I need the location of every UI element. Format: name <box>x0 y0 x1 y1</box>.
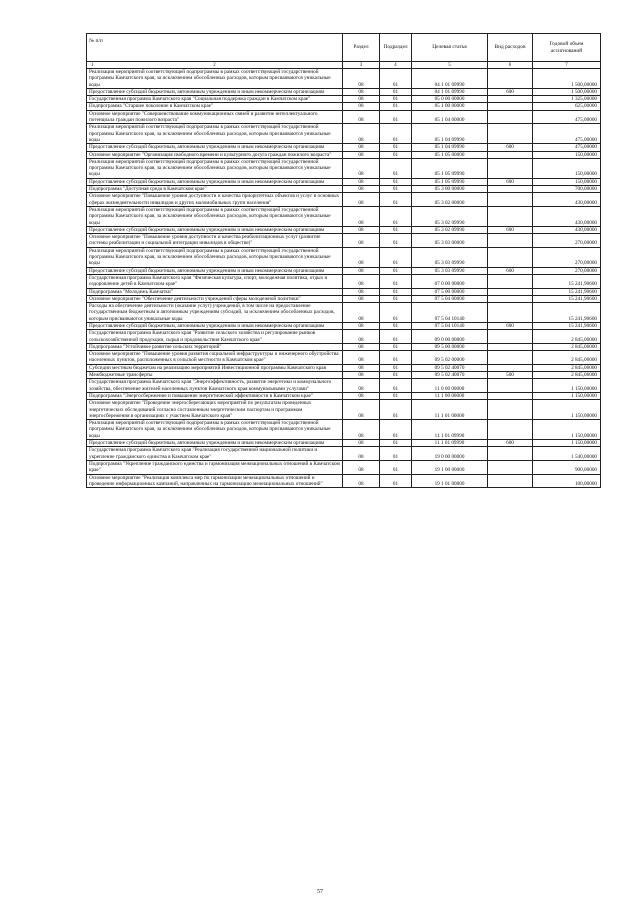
table-row <box>87 474 601 488</box>
table-row <box>87 206 601 226</box>
row-sum-cell: 270,00000 <box>533 247 601 267</box>
row-podrazdel-cell: 01 <box>380 460 412 474</box>
table-row <box>87 96 601 103</box>
row-name-cell: Подпрограмма "Старшее поколение в Камчатском крае" <box>87 103 343 110</box>
row-csr-cell: 07 5 04 00000 <box>412 295 488 302</box>
row-csr-cell: 11 1 00 00000 <box>412 392 488 399</box>
row-name-cell: Предоставление субсидий бюджетным, автономным учреждениям и иным некоммерческим организациям <box>87 322 343 329</box>
row-razdel-cell: 08 <box>343 474 380 488</box>
row-name-cell: Предоставление субсидий бюджетным, автономным учреждениям и иным некоммерческим организациям <box>87 144 343 151</box>
row-vr-cell <box>488 364 533 371</box>
row-vr-cell <box>488 151 533 158</box>
row-podrazdel-cell: 01 <box>380 295 412 302</box>
row-vr-cell <box>488 460 533 474</box>
row-sum-cell: 2 845,06000 <box>533 343 601 350</box>
row-csr-cell: 09 5 02 40070 <box>412 372 488 379</box>
row-name-cell: Предоставление субсидий бюджетным, автономным учреждениям и иным некоммерческим организациям <box>87 226 343 233</box>
row-sum-cell: 15 241,90600 <box>533 303 601 323</box>
table-row <box>87 372 601 379</box>
budget-table <box>86 33 601 488</box>
row-razdel-cell: 08 <box>343 392 380 399</box>
row-name-cell: Государственная программа Камчатского края "Физическая культура, спорт, молодежная политика, отдых и оздоровление детей в Камчатском крае" <box>87 274 343 288</box>
row-podrazdel-cell: 01 <box>380 474 412 488</box>
row-name-cell: Основное мероприятие "Совершенствование коммуникационных связей и развитие интеллектуального потенциала граждан пожилого возраста" <box>87 110 343 124</box>
row-podrazdel-cell: 01 <box>380 151 412 158</box>
row-podrazdel-cell: 01 <box>380 379 412 393</box>
row-csr-cell: 05 1 04 09990 <box>412 144 488 151</box>
row-name-cell: Реализация мероприятий соответствующей подпрограммы в рамках соответствующей государственной программы Камчатского края, за исключением обособленных расходов, которым присваиваются уникальные коды <box>87 158 343 178</box>
row-csr-cell: 09 0 00 00000 <box>412 330 488 344</box>
col-number-7: 7 <box>533 62 601 69</box>
row-sum-cell: 100,00000 <box>533 474 601 488</box>
row-razdel-cell: 08 <box>343 178 380 185</box>
row-csr-cell: 09 5 02 00000 <box>412 351 488 365</box>
row-sum-cell: 1 150,00000 <box>533 400 601 420</box>
table-row <box>87 379 601 393</box>
row-name-cell: Подпрограмма "Молодежь Камчатки" <box>87 288 343 295</box>
col-number-1: 1 <box>91 62 94 68</box>
row-csr-cell: 09 5 00 00000 <box>412 343 488 350</box>
row-vr-cell <box>488 295 533 302</box>
table-row <box>87 151 601 158</box>
row-razdel-cell: 08 <box>343 400 380 420</box>
row-vr-cell <box>488 158 533 178</box>
table-row <box>87 440 601 447</box>
row-podrazdel-cell: 01 <box>380 274 412 288</box>
row-name-cell: Предоставление субсидий бюджетным, автономным учреждениям и иным некоммерческим организациям <box>87 178 343 185</box>
col-number-1-2 <box>87 62 343 69</box>
row-csr-cell: 07 5 00 00000 <box>412 288 488 295</box>
row-sum-cell: 150,00000 <box>533 178 601 185</box>
row-name-cell: Государственная программа Камчатского края "Развитие сельского хозяйства и регулирование рынков сельскохозяйственной продукции, сырья и продовольствия Камчатского края" <box>87 330 343 344</box>
row-podrazdel-cell: 01 <box>380 400 412 420</box>
row-vr-cell <box>488 234 533 248</box>
row-vr-cell <box>488 474 533 488</box>
row-razdel-cell: 08 <box>343 420 380 440</box>
table-row <box>87 247 601 267</box>
row-sum-cell: 475,00000 <box>533 124 601 144</box>
row-sum-cell: 15 241,90600 <box>533 322 601 329</box>
row-csr-cell: 05 1 04 00000 <box>412 110 488 124</box>
row-name-cell: Государственная программа Камчатского края "Социальная поддержка граждан в Камчатском крае" <box>87 96 343 103</box>
row-vr-cell: 600 <box>488 178 533 185</box>
row-csr-cell: 04 1 01 09990 <box>412 69 488 89</box>
table-row <box>87 322 601 329</box>
row-csr-cell: 11 1 01 00000 <box>412 400 488 420</box>
table-row <box>87 330 601 344</box>
row-name-cell: Основное мероприятие "Обеспечение деятельности учреждений сферы молодежной политики" <box>87 295 343 302</box>
row-razdel-cell: 08 <box>343 274 380 288</box>
row-csr-cell: 11 0 00 00000 <box>412 379 488 393</box>
row-sum-cell: 2 845,06000 <box>533 364 601 371</box>
table-row <box>87 420 601 440</box>
row-sum-cell: 15 241,90600 <box>533 288 601 295</box>
row-vr-cell: 600 <box>488 322 533 329</box>
col-number-2: 2 <box>213 62 216 68</box>
row-podrazdel-cell: 01 <box>380 364 412 371</box>
row-razdel-cell: 08 <box>343 193 380 207</box>
row-podrazdel-cell: 01 <box>380 193 412 207</box>
row-vr-cell <box>488 330 533 344</box>
row-razdel-cell: 08 <box>343 379 380 393</box>
row-csr-cell: 07 5 04 10140 <box>412 303 488 323</box>
row-podrazdel-cell: 01 <box>380 88 412 95</box>
row-sum-cell: 1 150,00000 <box>533 379 601 393</box>
row-razdel-cell: 08 <box>343 151 380 158</box>
row-name-cell: Государственная программа Камчатского края "Реализация государственной национальной политики и укрепление гражданского единства в Камчатском крае" <box>87 447 343 461</box>
row-vr-cell <box>488 206 533 226</box>
row-vr-cell: 600 <box>488 144 533 151</box>
table-row <box>87 158 601 178</box>
row-razdel-cell: 08 <box>343 186 380 193</box>
table-body <box>87 69 601 488</box>
table-row <box>87 103 601 110</box>
row-vr-cell <box>488 193 533 207</box>
col-number-6: 6 <box>488 62 533 69</box>
row-csr-cell: 19 1 00 00000 <box>412 460 488 474</box>
table-row <box>87 234 601 248</box>
row-csr-cell: 05 3 02 00000 <box>412 193 488 207</box>
row-sum-cell: 270,00000 <box>533 267 601 274</box>
row-name-cell: Подпрограмма "Устойчивое развитие сельских территорий" <box>87 343 343 350</box>
row-vr-cell <box>488 447 533 461</box>
row-razdel-cell: 08 <box>343 364 380 371</box>
row-csr-cell: 05 3 00 00000 <box>412 186 488 193</box>
row-sum-cell: 150,00000 <box>533 151 601 158</box>
row-razdel-cell: 08 <box>343 158 380 178</box>
row-podrazdel-cell: 01 <box>380 158 412 178</box>
row-csr-cell: 07 5 04 10140 <box>412 322 488 329</box>
row-razdel-cell: 08 <box>343 322 380 329</box>
row-vr-cell <box>488 400 533 420</box>
row-podrazdel-cell: 01 <box>380 343 412 350</box>
row-name-cell: Государственная программа Камчатского края "Энергоэффективность, развитие энергетики и коммунального хозяйства, обеспечение жителей населенных пунктов Камчатского края коммунальными услугами" <box>87 379 343 393</box>
table-row <box>87 303 601 323</box>
row-sum-cell: 900,00000 <box>533 460 601 474</box>
row-podrazdel-cell: 01 <box>380 206 412 226</box>
row-vr-cell <box>488 379 533 393</box>
row-csr-cell: 05 3 02 09990 <box>412 206 488 226</box>
row-podrazdel-cell: 01 <box>380 330 412 344</box>
row-name-cell: Межбюджетные трансферты <box>87 372 343 379</box>
row-csr-cell: 05 3 03 09990 <box>412 267 488 274</box>
row-csr-cell: 05 3 02 09990 <box>412 226 488 233</box>
row-podrazdel-cell: 01 <box>380 351 412 365</box>
row-sum-cell: 15 241,90600 <box>533 295 601 302</box>
table-row <box>87 351 601 365</box>
row-sum-cell: 625,00000 <box>533 103 601 110</box>
row-csr-cell: 05 3 03 09990 <box>412 247 488 267</box>
row-vr-cell <box>488 303 533 323</box>
row-razdel-cell: 08 <box>343 295 380 302</box>
table-row <box>87 343 601 350</box>
col-number-3: 3 <box>343 62 380 69</box>
row-podrazdel-cell: 01 <box>380 124 412 144</box>
row-name-cell: Реализация мероприятий соответствующей подпрограммы в рамках соответствующей государственной программы Камчатского края, за исключением обособленных расходов, которым присваиваются уникальные коды <box>87 247 343 267</box>
row-sum-cell: 1 500,00000 <box>533 69 601 89</box>
row-podrazdel-cell: 01 <box>380 267 412 274</box>
row-razdel-cell: 08 <box>343 103 380 110</box>
row-csr-cell: 05 3 03 00000 <box>412 234 488 248</box>
col-header-vr: Вид расходов <box>488 34 533 62</box>
row-sum-cell: 1 500,00000 <box>533 88 601 95</box>
page-number: 57 <box>317 889 323 895</box>
row-csr-cell: 05 0 00 00000 <box>412 96 488 103</box>
row-vr-cell <box>488 351 533 365</box>
row-vr-cell <box>488 103 533 110</box>
row-vr-cell <box>488 274 533 288</box>
table-row <box>87 267 601 274</box>
row-podrazdel-cell: 01 <box>380 144 412 151</box>
table-row <box>87 274 601 288</box>
column-numbers-row <box>87 62 601 69</box>
col-header-razdel: Раздел <box>343 34 380 62</box>
table-row <box>87 88 601 95</box>
row-sum-cell: 2 845,06000 <box>533 351 601 365</box>
row-csr-cell: 05 1 00 00000 <box>412 103 488 110</box>
row-razdel-cell: 08 <box>343 69 380 89</box>
col-header-name <box>87 34 343 62</box>
table-row <box>87 144 601 151</box>
row-csr-cell: 11 1 01 09990 <box>412 420 488 440</box>
row-name-cell: Подпрограмма "Укрепление гражданского единства и гармонизация межнациональных отношений в Камчатском крае" <box>87 460 343 474</box>
row-name-cell: Реализация мероприятий соответствующей подпрограммы в рамках соответствующей государственной программы Камчатского края, за исключением обособленных расходов, которым присваиваются уникальные коды <box>87 420 343 440</box>
row-razdel-cell: 08 <box>343 234 380 248</box>
row-razdel-cell: 08 <box>343 460 380 474</box>
row-name-cell: Основное мероприятие "Повышение уровня доступности и качества реабилитационных услуг (развитие системы реабилитации и социальной интеграции инвалидов в обществе)" <box>87 234 343 248</box>
row-csr-cell: 09 5 02 40070 <box>412 364 488 371</box>
row-vr-cell: 500 <box>488 372 533 379</box>
row-razdel-cell: 08 <box>343 288 380 295</box>
row-razdel-cell: 08 <box>343 124 380 144</box>
row-name-cell: Основное мероприятие "Реализация комплекса мер по гармонизации межнациональных отношений и проведение информационных кампаний, направленных на гармонизацию межнациональных отношений" <box>87 474 343 488</box>
row-podrazdel-cell: 01 <box>380 69 412 89</box>
row-podrazdel-cell: 01 <box>380 234 412 248</box>
row-podrazdel-cell: 01 <box>380 440 412 447</box>
row-sum-cell: 150,00000 <box>533 158 601 178</box>
row-csr-cell: 19 0 00 00000 <box>412 447 488 461</box>
table-row <box>87 186 601 193</box>
row-podrazdel-cell: 01 <box>380 226 412 233</box>
row-vr-cell <box>488 186 533 193</box>
row-vr-cell <box>488 392 533 399</box>
row-podrazdel-cell: 01 <box>380 288 412 295</box>
row-razdel-cell: 08 <box>343 343 380 350</box>
row-name-cell: Реализация мероприятий соответствующей подпрограммы в рамках соответствующей государственной программы Камчатского края, за исключением обособленных расходов, которым присваиваются уникальные коды <box>87 124 343 144</box>
row-vr-cell: 600 <box>488 267 533 274</box>
row-name-cell: Предоставление субсидий бюджетным, автономным учреждениям и иным некоммерческим организациям <box>87 440 343 447</box>
row-podrazdel-cell: 01 <box>380 110 412 124</box>
row-vr-cell <box>488 124 533 144</box>
budget-table-sheet <box>86 33 600 488</box>
row-name-cell: Подпрограмма "Энергосбережение и повышение энергетической эффективности в Камчатском крае" <box>87 392 343 399</box>
table-header-row <box>87 34 601 62</box>
row-sum-cell: 1 540,00000 <box>533 447 601 461</box>
row-name-cell: Основное мероприятие "Проведение энергосберегающих мероприятий по результатам проведенных энергетических обследований согласно составленным энергетическим паспортам и программам энергосбережения в организациях с участием Камчатского края" <box>87 400 343 420</box>
col-header-num: № п/п <box>89 38 103 45</box>
row-vr-cell <box>488 69 533 89</box>
row-sum-cell: 270,00000 <box>533 234 601 248</box>
table-row <box>87 226 601 233</box>
row-name-cell: Реализация мероприятий соответствующей подпрограммы в рамках соответствующей государственной программы Камчатского края, за исключением обособленных расходов, которым присваиваются уникальные коды <box>87 206 343 226</box>
row-podrazdel-cell: 01 <box>380 303 412 323</box>
row-podrazdel-cell: 01 <box>380 392 412 399</box>
row-razdel-cell: 08 <box>343 440 380 447</box>
row-sum-cell: 475,00000 <box>533 144 601 151</box>
row-podrazdel-cell: 01 <box>380 247 412 267</box>
table-row <box>87 364 601 371</box>
row-sum-cell: 2 845,06000 <box>533 330 601 344</box>
row-csr-cell: 07 0 00 00000 <box>412 274 488 288</box>
row-name-cell: Основное мероприятие "Повышение уровня доступности и качества приоритетных объектов и услуг в основных сферах жизнедеятельности инвалидов и других маломобильных групп населения" <box>87 193 343 207</box>
col-number-4: 4 <box>380 62 412 69</box>
row-name-cell: Предоставление субсидий бюджетным, автономным учреждениям и иным некоммерческим организациям <box>87 267 343 274</box>
row-csr-cell: 19 1 01 00000 <box>412 474 488 488</box>
col-header-podrazdel: Подраздел <box>380 34 412 62</box>
row-podrazdel-cell: 01 <box>380 178 412 185</box>
row-sum-cell: 1 150,00000 <box>533 440 601 447</box>
row-name-cell: Подпрограмма "Доступная среда в Камчатском крае" <box>87 186 343 193</box>
row-vr-cell: 600 <box>488 88 533 95</box>
row-razdel-cell: 08 <box>343 96 380 103</box>
row-razdel-cell: 08 <box>343 447 380 461</box>
row-vr-cell <box>488 420 533 440</box>
table-row <box>87 447 601 461</box>
row-sum-cell: 700,00000 <box>533 186 601 193</box>
row-razdel-cell: 08 <box>343 226 380 233</box>
row-csr-cell: 11 1 01 09990 <box>412 440 488 447</box>
col-header-sum: Годовой объем ассигнований <box>533 34 601 62</box>
row-razdel-cell: 08 <box>343 372 380 379</box>
row-razdel-cell: 08 <box>343 303 380 323</box>
row-name-cell: Субсидии местным бюджетам на реализацию мероприятий Инвестиционной программы Камчатского края <box>87 364 343 371</box>
table-row <box>87 288 601 295</box>
row-razdel-cell: 08 <box>343 144 380 151</box>
row-name-cell: Предоставление субсидий бюджетным, автономным учреждениям и иным некоммерческим организациям <box>87 88 343 95</box>
table-row <box>87 178 601 185</box>
row-razdel-cell: 08 <box>343 267 380 274</box>
row-sum-cell: 2 845,06000 <box>533 372 601 379</box>
row-razdel-cell: 08 <box>343 206 380 226</box>
row-razdel-cell: 08 <box>343 88 380 95</box>
row-name-cell: Основное мероприятие "Повышение уровня развития социальной инфраструктуры и инженерного обустройства населенных пунктов, расположенных в сельской местности в Камчатском крае" <box>87 351 343 365</box>
row-podrazdel-cell: 01 <box>380 103 412 110</box>
row-podrazdel-cell: 01 <box>380 322 412 329</box>
row-razdel-cell: 08 <box>343 247 380 267</box>
row-csr-cell: 05 1 05 00000 <box>412 151 488 158</box>
row-razdel-cell: 08 <box>343 110 380 124</box>
row-podrazdel-cell: 01 <box>380 372 412 379</box>
row-name-cell: Основное мероприятие "Организация свободного времени и культурного досуга граждан пожилого возраста" <box>87 151 343 158</box>
row-vr-cell <box>488 110 533 124</box>
row-csr-cell: 05 1 05 09990 <box>412 158 488 178</box>
row-vr-cell <box>488 343 533 350</box>
row-sum-cell: 475,00000 <box>533 110 601 124</box>
row-name-cell: Расходы на обеспечение деятельности (оказание услуг) учреждений, в том числе на предоставление государственным бюджетным и автономным учреждениям субсидий, за исключением обособленных расходов, которым присваиваются уникальные коды <box>87 303 343 323</box>
row-vr-cell: 600 <box>488 226 533 233</box>
table-row <box>87 110 601 124</box>
row-podrazdel-cell: 01 <box>380 96 412 103</box>
row-csr-cell: 04 1 01 09990 <box>412 88 488 95</box>
row-sum-cell: 1 150,00000 <box>533 420 601 440</box>
table-row <box>87 193 601 207</box>
row-podrazdel-cell: 01 <box>380 186 412 193</box>
row-csr-cell: 05 1 04 09990 <box>412 124 488 144</box>
row-sum-cell: 430,00000 <box>533 226 601 233</box>
row-razdel-cell: 08 <box>343 330 380 344</box>
row-vr-cell: 600 <box>488 440 533 447</box>
table-row <box>87 460 601 474</box>
table-row <box>87 124 601 144</box>
row-name-cell: Реализация мероприятий соответствующей подпрограммы в рамках соответствующей государственной программы Камчатского края, за исключением обособленных расходов, которым присваиваются уникальные коды <box>87 69 343 89</box>
row-csr-cell: 05 1 05 09990 <box>412 178 488 185</box>
row-sum-cell: 15 241,90600 <box>533 274 601 288</box>
row-podrazdel-cell: 01 <box>380 447 412 461</box>
row-vr-cell <box>488 288 533 295</box>
row-podrazdel-cell: 01 <box>380 420 412 440</box>
row-sum-cell: 1 325,00000 <box>533 96 601 103</box>
col-header-csr: Целевая статья <box>412 34 488 62</box>
row-razdel-cell: 08 <box>343 351 380 365</box>
table-row <box>87 392 601 399</box>
row-vr-cell <box>488 247 533 267</box>
table-row <box>87 69 601 89</box>
col-number-5: 5 <box>412 62 488 69</box>
row-sum-cell: 1 150,00000 <box>533 392 601 399</box>
row-vr-cell <box>488 96 533 103</box>
table-row <box>87 400 601 420</box>
table-row <box>87 295 601 302</box>
row-sum-cell: 430,00000 <box>533 193 601 207</box>
row-sum-cell: 430,00000 <box>533 206 601 226</box>
